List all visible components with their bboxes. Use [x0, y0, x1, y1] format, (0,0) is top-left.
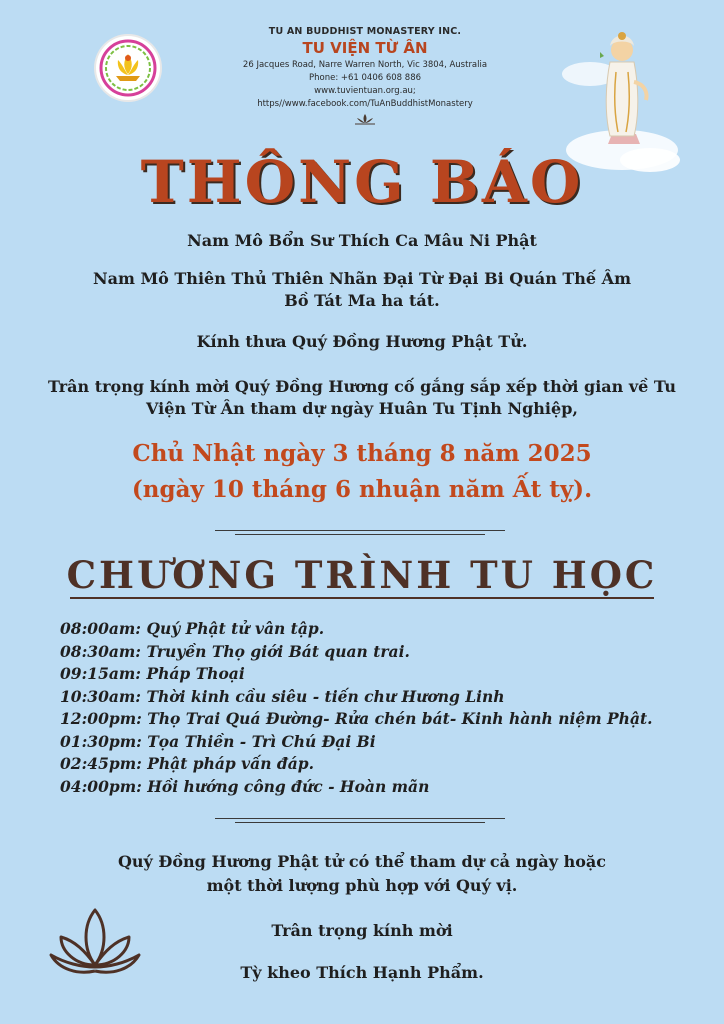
program-title-underline — [70, 597, 654, 599]
lotus-ornament-icon — [353, 113, 377, 125]
schedule-time: 08:00am: — [60, 619, 142, 638]
schedule-item — [60, 753, 700, 776]
signature-line: Tỳ kheo Thích Hạnh Phẩm. — [240, 963, 484, 982]
org-phone: Phone: +61 0406 608 886 — [308, 73, 422, 83]
schedule-item — [60, 708, 700, 731]
monastery-logo — [96, 36, 160, 100]
invitation-line-2: Viện Từ Ân tham dự ngày Huân Tu Tịnh Nghiệp, — [146, 399, 578, 418]
schedule-time: 12:00pm: — [60, 709, 142, 728]
divider-bottom — [215, 818, 505, 824]
schedule-item — [60, 686, 700, 709]
org-name-vietnamese: TU VIỆN TỪ ÂN — [302, 39, 428, 57]
announcement-title: THÔNG BÁO — [140, 148, 584, 216]
schedule-activity: Hồi hướng công đức - Hoàn mãn — [147, 776, 430, 796]
homage-line-2a: Nam Mô Thiên Thủ Thiên Nhãn Đại Từ Đại Bi Quán Thế Âm — [92, 269, 632, 288]
invitation-line-1: Trân trọng kính mời Quý Đồng Hương cố gắng sắp xếp thời gian về Tu — [47, 377, 676, 396]
closing-line-2: một thời lượng phù hợp với Quý vị. — [206, 876, 518, 895]
schedule-time: 09:15am: — [60, 664, 142, 683]
schedule-activity: Thọ Trai Quá Đường- Rửa chén bát- Kinh hành niệm Phật. — [147, 709, 653, 728]
schedule-item — [60, 618, 700, 641]
schedule-time: 08:30am: — [60, 641, 142, 661]
schedule-item — [60, 731, 700, 754]
org-address: 26 Jacques Road, Narre Warren North, Vic 3804, Australia — [242, 60, 488, 70]
schedule-item — [60, 663, 700, 686]
org-facebook: https//www.facebook.com/TuAnBuddhistMonastery — [257, 99, 473, 109]
schedule-item — [60, 641, 700, 664]
org-name-english: TU AN BUDDHIST MONASTERY INC. — [268, 26, 462, 37]
schedule-activity: Phật pháp vấn đáp. — [147, 754, 314, 773]
homage-line-1: Nam Mô Bổn Sư Thích Ca Mâu Ni Phật — [187, 231, 537, 250]
schedule-activity: Quý Phật tử vân tập. — [146, 619, 325, 638]
schedule-activity: Pháp Thoại — [146, 664, 245, 683]
homage-line-2b: Bồ Tát Ma ha tát. — [284, 291, 440, 310]
monastery-header — [180, 26, 550, 125]
lotus-icon — [45, 905, 145, 985]
schedule-time: 01:30pm: — [60, 731, 142, 751]
schedule-list — [60, 618, 700, 798]
schedule-activity: Thời kinh cầu siêu - tiến chư Hương Linh — [146, 686, 505, 706]
schedule-time: 02:45pm: — [60, 754, 142, 773]
divider-top — [215, 530, 505, 536]
schedule-activity: Tọa Thiền - Trì Chú Đại Bi — [147, 731, 376, 751]
org-website: www.tuvientuan.org.au; — [314, 86, 416, 96]
schedule-item — [60, 776, 700, 799]
event-date-line-1: Chủ Nhật ngày 3 tháng 8 năm 2025 — [132, 440, 592, 467]
event-date-line-2: (ngày 10 tháng 6 nhuận năm Ất tỵ). — [131, 476, 593, 503]
schedule-time: 04:00pm: — [60, 776, 142, 796]
schedule-time: 10:30am: — [60, 686, 142, 706]
regards-line: Trân trọng kính mời — [271, 921, 453, 940]
program-title: CHƯƠNG TRÌNH TU HỌC — [66, 553, 658, 597]
schedule-activity: Truyền Thọ giới Bát quan trai. — [146, 641, 410, 661]
greeting-line: Kính thưa Quý Đồng Hương Phật Tử. — [196, 332, 528, 351]
closing-line-1: Quý Đồng Hương Phật tử có thể tham dự cả ngày hoặc — [117, 852, 607, 871]
